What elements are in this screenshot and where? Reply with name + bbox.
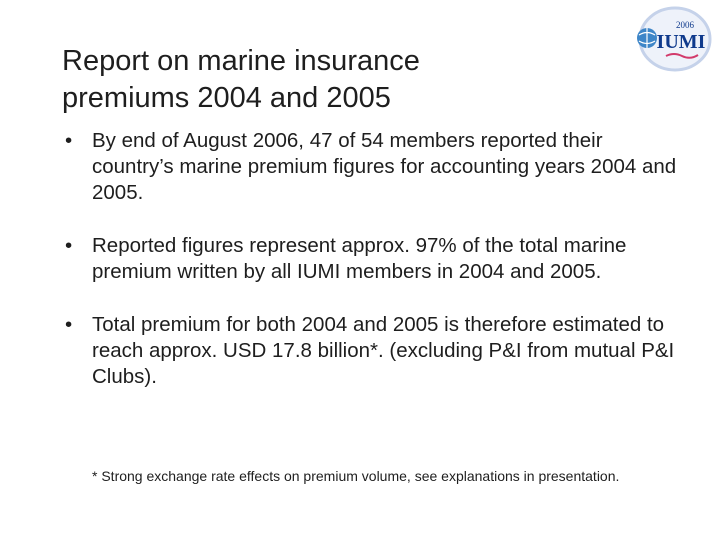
bullet-list [62,128,682,390]
bullet-text: Reported figures represent approx. 97% of the total marine premium written by all IUMI members in 2004 and 2005. [92,234,627,283]
footnote: * Strong exchange rate effects on premium volume, see explanations in presentation. [92,468,620,484]
bullet-item [62,312,682,390]
bullet-marker: • [65,234,73,257]
bullet-marker: • [65,313,73,336]
bullet-item [62,233,682,285]
slide-title [62,43,562,117]
logo-year: 2006 [676,20,694,30]
slide-title-line-1: Report on marine insurance [62,45,420,78]
bullet-text: By end of August 2006, 47 of 54 members reported their country’s marine premium figures for accounting years 2004 and 2005. [92,129,677,204]
logo-name: IUMI [656,31,706,53]
slide-title-line-2: premiums 2004 and 2005 [62,82,391,115]
bullet-marker: • [65,129,73,152]
bullet-item [62,128,682,206]
iumi-logo [630,6,712,72]
bullet-text: Total premium for both 2004 and 2005 is therefore estimated to reach approx. USD 17.8 billion*. (excluding P&I from mutual P&I Clubs). [92,313,675,388]
